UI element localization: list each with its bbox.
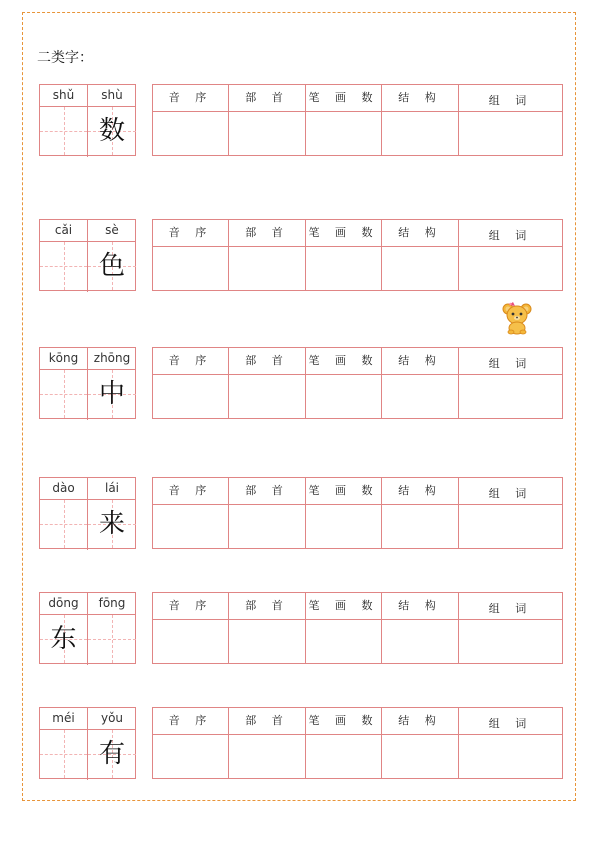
section-title: 二类字： bbox=[37, 50, 93, 66]
info-column-header: 组 词 bbox=[459, 593, 562, 620]
answer-blank[interactable] bbox=[153, 505, 228, 548]
info-column-header: 组 词 bbox=[459, 348, 562, 375]
pinyin-label: zhōng bbox=[88, 348, 136, 370]
answer-blank[interactable] bbox=[459, 735, 562, 778]
info-column bbox=[382, 220, 459, 290]
hanzi-character bbox=[40, 107, 87, 155]
answer-blank[interactable] bbox=[459, 505, 562, 548]
answer-blank[interactable] bbox=[459, 112, 562, 155]
info-column bbox=[306, 348, 382, 418]
hanzi-character bbox=[40, 500, 87, 548]
character-cell bbox=[88, 593, 136, 665]
answer-blank[interactable] bbox=[459, 247, 562, 290]
hanzi-character: 中 bbox=[98, 379, 125, 409]
hanzi-character bbox=[40, 242, 87, 290]
info-column-header: 组 词 bbox=[459, 220, 562, 247]
word-row bbox=[0, 347, 596, 421]
answer-blank[interactable] bbox=[306, 247, 381, 290]
character-cell bbox=[88, 708, 136, 780]
answer-blank[interactable] bbox=[153, 620, 228, 663]
info-column bbox=[153, 708, 229, 778]
info-column bbox=[382, 708, 459, 778]
info-column-header: 组 词 bbox=[459, 85, 562, 112]
character-grid bbox=[39, 84, 136, 156]
character-cell bbox=[88, 478, 136, 550]
pinyin-label: shù bbox=[88, 85, 136, 107]
answer-blank[interactable] bbox=[153, 735, 228, 778]
hanzi-character: 有 bbox=[98, 739, 125, 769]
character-grid bbox=[39, 707, 136, 779]
answer-blank[interactable] bbox=[306, 112, 381, 155]
info-column bbox=[459, 708, 562, 778]
info-column bbox=[229, 220, 306, 290]
answer-blank[interactable] bbox=[306, 620, 381, 663]
pinyin-label: cǎi bbox=[40, 220, 87, 242]
info-column-header: 笔 画 数 bbox=[306, 478, 381, 505]
character-cell bbox=[40, 85, 88, 157]
hanzi-character: 数 bbox=[98, 116, 125, 146]
answer-blank[interactable] bbox=[229, 112, 305, 155]
answer-blank[interactable] bbox=[153, 375, 228, 418]
pinyin-label: shǔ bbox=[40, 85, 87, 107]
hanzi-character: 来 bbox=[98, 509, 125, 539]
info-column-header: 音 序 bbox=[153, 85, 228, 112]
character-grid bbox=[39, 477, 136, 549]
answer-blank[interactable] bbox=[382, 735, 458, 778]
answer-blank[interactable] bbox=[382, 112, 458, 155]
answer-blank[interactable] bbox=[229, 375, 305, 418]
info-column bbox=[153, 478, 229, 548]
info-column-header: 组 词 bbox=[459, 708, 562, 735]
info-column bbox=[382, 348, 459, 418]
answer-blank[interactable] bbox=[229, 247, 305, 290]
info-column-header: 结 构 bbox=[382, 85, 458, 112]
character-cell bbox=[40, 220, 88, 292]
info-column bbox=[459, 220, 562, 290]
info-column bbox=[459, 478, 562, 548]
info-column-header: 结 构 bbox=[382, 593, 458, 620]
info-column-header: 结 构 bbox=[382, 220, 458, 247]
info-column-header: 笔 画 数 bbox=[306, 348, 381, 375]
info-column bbox=[153, 85, 229, 155]
info-column bbox=[306, 708, 382, 778]
info-column-header: 笔 画 数 bbox=[306, 85, 381, 112]
pinyin-label: dào bbox=[40, 478, 87, 500]
info-column-header: 音 序 bbox=[153, 708, 228, 735]
character-grid bbox=[39, 592, 136, 664]
info-column bbox=[382, 593, 459, 663]
info-column bbox=[306, 220, 382, 290]
info-column bbox=[229, 478, 306, 548]
character-cell bbox=[40, 708, 88, 780]
info-column-header: 结 构 bbox=[382, 348, 458, 375]
character-info-table bbox=[152, 347, 563, 419]
character-cell bbox=[40, 593, 88, 665]
info-column-header: 组 词 bbox=[459, 478, 562, 505]
info-column-header: 笔 画 数 bbox=[306, 708, 381, 735]
word-row bbox=[0, 477, 596, 551]
answer-blank[interactable] bbox=[306, 505, 381, 548]
character-info-table bbox=[152, 84, 563, 156]
info-column-header: 音 序 bbox=[153, 348, 228, 375]
answer-blank[interactable] bbox=[153, 247, 228, 290]
answer-blank[interactable] bbox=[459, 375, 562, 418]
info-column bbox=[229, 708, 306, 778]
info-column bbox=[229, 593, 306, 663]
info-column-header: 部 首 bbox=[229, 220, 305, 247]
info-column-header: 音 序 bbox=[153, 593, 228, 620]
info-column bbox=[382, 478, 459, 548]
info-column-header: 音 序 bbox=[153, 220, 228, 247]
character-info-table bbox=[152, 592, 563, 664]
pinyin-label: fōng bbox=[88, 593, 136, 615]
answer-blank[interactable] bbox=[306, 375, 381, 418]
answer-blank[interactable] bbox=[459, 620, 562, 663]
pinyin-label: lái bbox=[88, 478, 136, 500]
answer-blank[interactable] bbox=[306, 735, 381, 778]
answer-blank[interactable] bbox=[229, 505, 305, 548]
info-column bbox=[153, 593, 229, 663]
info-column-header: 笔 画 数 bbox=[306, 220, 381, 247]
character-cell bbox=[88, 220, 136, 292]
character-grid bbox=[39, 347, 136, 419]
info-column bbox=[229, 85, 306, 155]
info-column-header: 音 序 bbox=[153, 478, 228, 505]
answer-blank[interactable] bbox=[153, 112, 228, 155]
info-column-header: 部 首 bbox=[229, 348, 305, 375]
answer-blank[interactable] bbox=[229, 620, 305, 663]
info-column bbox=[306, 478, 382, 548]
info-column bbox=[229, 348, 306, 418]
info-column-header: 结 构 bbox=[382, 478, 458, 505]
character-info-table bbox=[152, 219, 563, 291]
word-row bbox=[0, 84, 596, 158]
info-column-header: 部 首 bbox=[229, 593, 305, 620]
info-column bbox=[153, 220, 229, 290]
info-column bbox=[459, 348, 562, 418]
character-cell bbox=[40, 478, 88, 550]
info-column-header: 部 首 bbox=[229, 478, 305, 505]
info-column-header: 结 构 bbox=[382, 708, 458, 735]
character-cell bbox=[88, 348, 136, 420]
answer-blank[interactable] bbox=[382, 505, 458, 548]
info-column bbox=[306, 85, 382, 155]
character-grid bbox=[39, 219, 136, 291]
answer-blank[interactable] bbox=[382, 247, 458, 290]
hanzi-character bbox=[40, 730, 87, 778]
pinyin-label: yǒu bbox=[88, 708, 136, 730]
info-column-header: 笔 画 数 bbox=[306, 593, 381, 620]
word-row bbox=[0, 707, 596, 781]
hanzi-character: 色 bbox=[98, 251, 125, 281]
info-column bbox=[382, 85, 459, 155]
info-column bbox=[459, 593, 562, 663]
word-row bbox=[0, 219, 596, 293]
hanzi-character bbox=[40, 370, 87, 418]
info-column-header: 部 首 bbox=[229, 708, 305, 735]
info-column bbox=[306, 593, 382, 663]
pinyin-label: dōng bbox=[40, 593, 87, 615]
word-row bbox=[0, 592, 596, 666]
character-info-table bbox=[152, 477, 563, 549]
bear-mascot-icon bbox=[500, 301, 534, 335]
hanzi-character: 东 bbox=[50, 624, 77, 654]
character-info-table bbox=[152, 707, 563, 779]
info-column bbox=[459, 85, 562, 155]
pinyin-label: kōng bbox=[40, 348, 87, 370]
pinyin-label: méi bbox=[40, 708, 87, 730]
character-cell bbox=[40, 348, 88, 420]
character-cell bbox=[88, 85, 136, 157]
info-column-header: 部 首 bbox=[229, 85, 305, 112]
info-column bbox=[153, 348, 229, 418]
answer-blank[interactable] bbox=[382, 620, 458, 663]
answer-blank[interactable] bbox=[229, 735, 305, 778]
pinyin-label: sè bbox=[88, 220, 136, 242]
answer-blank[interactable] bbox=[382, 375, 458, 418]
hanzi-character bbox=[88, 615, 136, 663]
